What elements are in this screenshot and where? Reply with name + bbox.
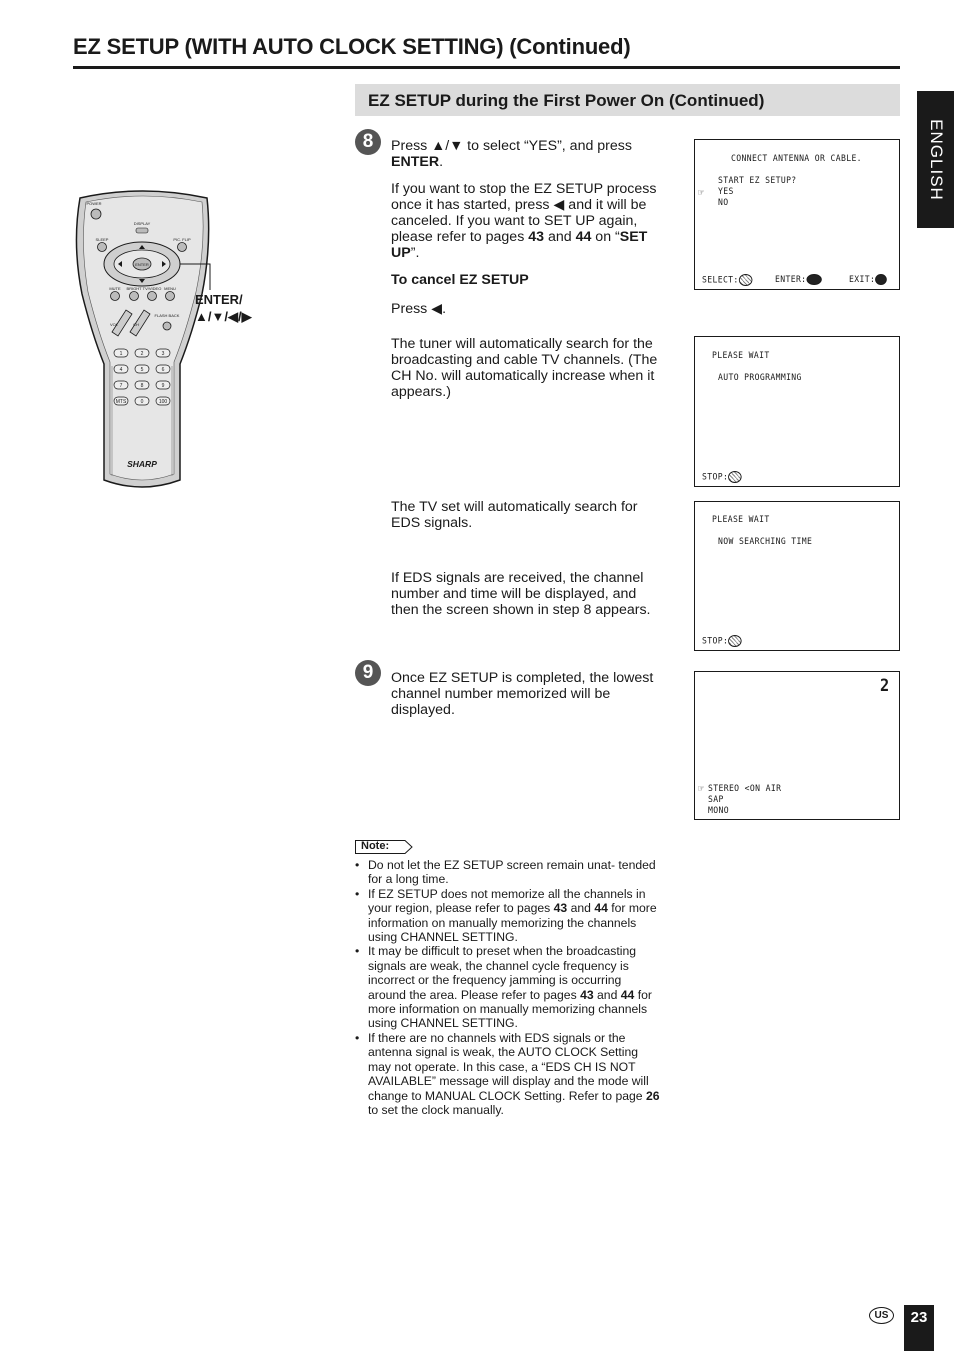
osd-screen-start-ez-setup [694, 139, 900, 290]
page-title: EZ SETUP (WITH AUTO CLOCK SETTING) (Continued) [73, 34, 631, 59]
remote-key-0: 0 [140, 399, 144, 405]
remote-key-7: 7 [119, 383, 123, 389]
note3-end: for more information on manually memorizing channels using CHANNEL SETTING. [368, 987, 652, 1031]
osd-screen-auto-programming [694, 336, 900, 487]
step8-p2-setup: SET UP [391, 229, 648, 261]
step8-cancel-heading [391, 272, 661, 288]
screen1-no-option: NO [718, 198, 729, 208]
step8-paragraph-stop [391, 181, 661, 261]
note3-and: and [593, 987, 621, 1002]
remote-key-mts: MTS [115, 399, 127, 405]
note3-text: It may be difficult to preset when the broadcasting signals are weak, the channel cycle frequency is incorrect or the frequency jamming is occurring around the area. Please refer to pages [368, 944, 637, 1002]
note2-end: for more information on manually memorizing the channels using CHANNEL SETTING. [368, 901, 657, 945]
note-item [355, 1031, 660, 1117]
remote-key-9: 9 [161, 383, 165, 389]
note-label-text: Note: [361, 840, 390, 852]
enter-button-icon [806, 274, 821, 285]
step8-p2-page44: 44 [575, 229, 592, 245]
step8-instructions [391, 138, 661, 328]
note4-page26: 26 [645, 1088, 660, 1103]
remote-key-6: 6 [161, 367, 165, 373]
note2-page43: 43 [553, 901, 568, 916]
remote-key-1: 1 [119, 351, 123, 357]
select-wheel-icon [739, 274, 753, 286]
remote-control-illustration [72, 184, 272, 496]
remote-picflip-label: PIC. FLIP [173, 237, 191, 242]
pointer-hand-icon: ☞ [698, 782, 705, 795]
step8-p2-page43: 43 [528, 229, 545, 245]
exit-button-icon [875, 274, 887, 285]
remote-key-2: 2 [140, 351, 144, 357]
note-item [355, 944, 660, 1030]
remote-control-drawing [72, 184, 272, 496]
step8-p1-text: Press ▲/▼ to select “YES”, and press [391, 138, 632, 154]
step8-p1-end: . [439, 154, 444, 170]
remote-callout [195, 291, 252, 325]
note3-page44: 44 [620, 987, 635, 1002]
screen4-mono-option: MONO [708, 806, 729, 816]
note2-and: and [567, 901, 595, 916]
stop-wheel-icon [728, 635, 742, 647]
step8-p1-enter: ENTER [391, 154, 440, 170]
screen3-please-wait: PLEASE WAIT [712, 515, 770, 525]
language-tab-label: ENGLISH [926, 118, 946, 201]
note2-text: If EZ SETUP does not memorize all the channels in your region, please refer to pages [368, 886, 646, 916]
screen4-stereo-option: STEREO <ON AIR [708, 784, 782, 794]
stop-wheel-icon [728, 471, 742, 483]
note3-page43: 43 [580, 987, 594, 1002]
language-tab [917, 91, 954, 228]
step8-paragraph-select [391, 138, 661, 170]
screen1-exit-hint [849, 274, 887, 286]
step8-p2-text: If you want to stop the EZ SETUP process once it has started, press ◀ and it will be canceled. If you want to SET UP again, please refer to pages [391, 181, 657, 245]
screen4-sap-option: SAP [708, 795, 724, 805]
title-rule [73, 66, 900, 69]
screen1-select-label: SELECT: [702, 275, 739, 286]
note2-page44: 44 [594, 901, 608, 916]
note4-text: If there are no channels with EDS signals or the antenna signal is weak, the AUTO CLOCK Setting may not operate. In this case, a “EDS CH IS NOT AVAILABLE” message will display and the mode will change to MANUAL CLOCK Setting. Refer to page [368, 1030, 649, 1103]
screen4-channel-number: 2 [880, 676, 890, 696]
screen1-exit-label: EXIT: [849, 275, 876, 285]
remote-power-label: POWER [86, 201, 102, 206]
remote-vol-label: VOL [109, 322, 119, 327]
screen3-stop-label: STOP: [702, 636, 729, 647]
remote-key-100: 100 [158, 399, 168, 405]
step8-cancel-text: Press ◀. [391, 301, 447, 317]
screen3-stop-hint [702, 635, 742, 648]
remote-display-label: DISPLAY [133, 221, 151, 226]
remote-enter-label: ENTER [135, 262, 149, 267]
step8-p2-end: ”. [410, 245, 420, 261]
osd-screen-searching-time [694, 501, 900, 651]
screen1-yes-option: YES [718, 187, 734, 197]
step8-cancel-heading-text: To cancel EZ SETUP [391, 272, 529, 288]
remote-ch-label: CH [133, 322, 139, 327]
section-title: EZ SETUP during the First Power On (Continued) [368, 91, 765, 110]
notes-list [355, 858, 660, 1117]
note-item: • Do not let the EZ SETUP screen remain unat- tended for a long time. [355, 858, 660, 887]
eds-search-text: The TV set will automatically search for EDS signals. [391, 499, 638, 531]
screen1-enter-label: ENTER: [775, 275, 807, 285]
remote-key-5: 5 [140, 367, 144, 373]
screen2-please-wait: PLEASE WAIT [712, 351, 770, 361]
screen1-enter-hint [775, 274, 822, 286]
screen2-auto-programming: AUTO PROGRAMMING [718, 373, 802, 383]
remote-callout-line2: ▲/▼/◀/▶ [195, 309, 252, 324]
osd-screen-channel-display [694, 671, 900, 820]
remote-tvvideo-label: TV/VIDEO [142, 286, 162, 291]
tuner-search-text: The tuner will automatically search for the broadcasting and cable TV channels. (The CH No. will automatically increase when it appears.) [391, 336, 658, 400]
step-number-9: 9 [355, 660, 381, 686]
eds-received-text: If EDS signals are received, the channel number and time will be displayed, and then the screen shown in step 8 appears. [391, 570, 651, 618]
screen1-connect-line: CONNECT ANTENNA OR CABLE. [731, 154, 862, 164]
region-badge: US [869, 1307, 894, 1324]
note-item [355, 887, 660, 945]
screen2-stop-hint [702, 471, 742, 484]
note-label [355, 840, 413, 859]
remote-mute-label: MUTE [109, 286, 121, 291]
remote-flashback-label: FLASH BACK [154, 313, 180, 318]
remote-menu-label: MENU [164, 286, 176, 291]
pointer-hand-icon: ☞ [698, 186, 705, 199]
page-number: 23 [904, 1305, 934, 1351]
step9-text: Once EZ SETUP is completed, the lowest channel number memorized will be displayed. [391, 670, 654, 718]
screen1-select-hint [702, 274, 752, 287]
screen1-start-line: START EZ SETUP? [718, 176, 797, 186]
remote-sleep-label: SLEEP [95, 237, 109, 242]
step8-p2-on: on “ [591, 229, 620, 245]
note4-end: to set the clock manually. [368, 1102, 504, 1117]
remote-brand-logo: SHARP [127, 459, 157, 469]
screen3-searching-time: NOW SEARCHING TIME [718, 537, 813, 547]
remote-key-3: 3 [161, 351, 165, 357]
remote-key-8: 8 [140, 383, 144, 389]
remote-callout-line1: ENTER/ [195, 292, 243, 307]
remote-bright-label: BRIGHT [126, 286, 142, 291]
step-number-8: 8 [355, 129, 381, 155]
remote-key-4: 4 [119, 367, 123, 373]
screen2-stop-label: STOP: [702, 472, 729, 483]
step8-p2-and: and [544, 229, 576, 245]
